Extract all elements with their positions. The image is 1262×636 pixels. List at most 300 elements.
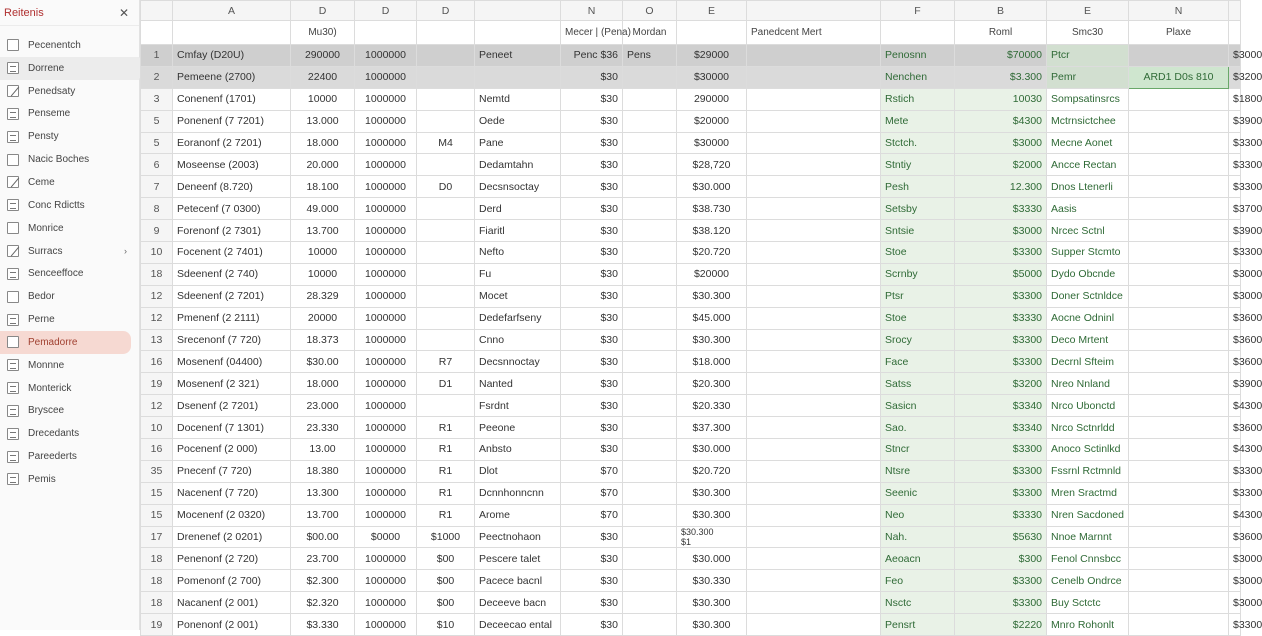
price-cell[interactable]: $30 [561, 198, 623, 220]
name-cell[interactable]: Pocenenf (2 000) [173, 439, 291, 461]
code-cell[interactable] [417, 263, 475, 285]
code-cell[interactable]: M4 [417, 132, 475, 154]
sidebar-item[interactable] [0, 194, 139, 217]
name-cell[interactable]: Pemeene (2700) [173, 66, 291, 88]
name-cell[interactable]: Petecenf (7 0300) [173, 198, 291, 220]
blank-cell[interactable] [1129, 88, 1229, 110]
description-cell[interactable]: Fu [475, 263, 561, 285]
field-header[interactable] [1229, 21, 1241, 45]
category-description-cell[interactable]: Sompsatinsrcs [1047, 88, 1129, 110]
value-cell[interactable]: 1000000 [355, 614, 417, 636]
row-number[interactable]: 17 [141, 526, 173, 548]
field-header[interactable] [417, 21, 475, 45]
amount-cell[interactable]: $3700 [1229, 198, 1241, 220]
blank-cell[interactable] [1129, 242, 1229, 264]
row-number[interactable]: 1 [141, 45, 173, 67]
row-number[interactable]: 35 [141, 460, 173, 482]
category-value-cell[interactable]: $300 [955, 548, 1047, 570]
category-description-cell[interactable]: Nrco Sctnrldd [1047, 417, 1129, 439]
code-cell[interactable] [417, 198, 475, 220]
value-cell[interactable]: 1000000 [355, 373, 417, 395]
category-description-cell[interactable]: Nreo Nnland [1047, 373, 1129, 395]
description-cell[interactable] [475, 66, 561, 88]
blank-cell[interactable] [747, 176, 881, 198]
value-cell[interactable]: 1000000 [355, 417, 417, 439]
amount-cell[interactable]: $3300 [1229, 460, 1241, 482]
blank-cell[interactable] [747, 417, 881, 439]
extra-cell[interactable] [623, 592, 677, 614]
category-description-cell[interactable]: Anoco Sctinlkd [1047, 439, 1129, 461]
category-description-cell[interactable]: Nnoe Marnnt [1047, 526, 1129, 548]
description-cell[interactable]: Decsnsoctay [475, 176, 561, 198]
blank-cell[interactable] [1129, 176, 1229, 198]
column-header[interactable]: D [291, 1, 355, 21]
column-header[interactable] [747, 1, 881, 21]
category-cell[interactable]: Stoe [881, 242, 955, 264]
code-cell[interactable] [417, 88, 475, 110]
sidebar-item[interactable] [0, 308, 139, 331]
value-cell[interactable]: 23.330 [291, 417, 355, 439]
description-cell[interactable]: Peneet [475, 45, 561, 67]
blank-cell[interactable] [747, 548, 881, 570]
value-cell[interactable]: 1000000 [355, 132, 417, 154]
value-cell[interactable]: 1000000 [355, 329, 417, 351]
value-cell[interactable]: 18.000 [291, 373, 355, 395]
category-cell[interactable]: Nenchen [881, 66, 955, 88]
field-header[interactable] [475, 21, 561, 45]
amount-cell[interactable]: $3900 [1229, 110, 1241, 132]
name-cell[interactable]: Eoranonf (2 7201) [173, 132, 291, 154]
row-number[interactable]: 15 [141, 482, 173, 504]
name-cell[interactable]: Forenonf (2 7301) [173, 220, 291, 242]
field-header[interactable] [355, 21, 417, 45]
value-cell[interactable]: 22400 [291, 66, 355, 88]
category-description-cell[interactable]: Fenol Cnnsbcc [1047, 548, 1129, 570]
blank-cell[interactable] [1129, 548, 1229, 570]
total-cell[interactable]: $28,720 [677, 154, 747, 176]
value-cell[interactable]: 1000000 [355, 66, 417, 88]
price-cell[interactable]: $30 [561, 351, 623, 373]
total-cell[interactable]: $20.720 [677, 242, 747, 264]
amount-cell[interactable]: $1800 [1229, 88, 1241, 110]
amount-cell[interactable]: $4300 [1229, 395, 1241, 417]
price-cell[interactable]: $30 [561, 526, 623, 548]
column-header[interactable] [475, 1, 561, 21]
extra-cell[interactable] [623, 66, 677, 88]
blank-cell[interactable] [747, 395, 881, 417]
close-pin-icon[interactable]: ✕ [118, 5, 129, 20]
extra-cell[interactable] [623, 373, 677, 395]
row-number[interactable]: 12 [141, 285, 173, 307]
blank-cell[interactable] [1129, 373, 1229, 395]
total-cell[interactable]: $37.300 [677, 417, 747, 439]
category-description-cell[interactable]: Supper Stcmto [1047, 242, 1129, 264]
price-cell[interactable]: $30 [561, 154, 623, 176]
value-cell[interactable]: 1000000 [355, 88, 417, 110]
category-value-cell[interactable]: $3300 [955, 285, 1047, 307]
amount-cell[interactable]: $3900 [1229, 373, 1241, 395]
value-cell[interactable]: 18.380 [291, 460, 355, 482]
sidebar-item[interactable] [0, 34, 139, 57]
name-cell[interactable]: Drenenef (2 0201) [173, 526, 291, 548]
total-cell[interactable]: $20.720 [677, 460, 747, 482]
category-cell[interactable]: Stncr [881, 439, 955, 461]
field-header[interactable] [677, 21, 747, 45]
name-cell[interactable]: Nacenenf (7 720) [173, 482, 291, 504]
value-cell[interactable]: $30.00 [291, 351, 355, 373]
blank-cell[interactable] [747, 220, 881, 242]
value-cell[interactable]: 10000 [291, 242, 355, 264]
code-cell[interactable]: $00 [417, 570, 475, 592]
blank-cell[interactable] [1129, 614, 1229, 636]
name-cell[interactable]: Pomenonf (2 700) [173, 570, 291, 592]
code-cell[interactable] [417, 285, 475, 307]
value-cell[interactable]: $2.320 [291, 592, 355, 614]
category-cell[interactable]: Aeoacn [881, 548, 955, 570]
category-cell[interactable]: Ptsr [881, 285, 955, 307]
extra-cell[interactable] [623, 88, 677, 110]
total-cell[interactable]: $30.300 [677, 285, 747, 307]
value-cell[interactable]: 13.700 [291, 220, 355, 242]
field-header[interactable]: Mordan [623, 21, 677, 45]
value-cell[interactable]: 23.000 [291, 395, 355, 417]
value-cell[interactable]: 1000000 [355, 154, 417, 176]
description-cell[interactable]: Nemtd [475, 88, 561, 110]
total-cell[interactable]: $20.300 [677, 373, 747, 395]
blank-cell[interactable] [747, 66, 881, 88]
sidebar-item[interactable] [0, 240, 139, 263]
amount-cell[interactable]: $3300 [1229, 154, 1241, 176]
blank-cell[interactable] [747, 110, 881, 132]
name-cell[interactable]: Cmfay (D20U) [173, 45, 291, 67]
category-value-cell[interactable]: $3000 [955, 220, 1047, 242]
category-cell[interactable]: Pesh [881, 176, 955, 198]
total-cell[interactable]: $30000 [677, 66, 747, 88]
row-number[interactable]: 13 [141, 329, 173, 351]
blank-cell[interactable] [747, 45, 881, 67]
description-cell[interactable]: Anbsto [475, 439, 561, 461]
category-value-cell[interactable]: $3000 [955, 132, 1047, 154]
category-description-cell[interactable]: Buy Sctctc [1047, 592, 1129, 614]
blank-cell[interactable] [747, 154, 881, 176]
category-value-cell[interactable]: $3330 [955, 504, 1047, 526]
value-cell[interactable]: 13.700 [291, 504, 355, 526]
column-header[interactable]: O [623, 1, 677, 21]
value-cell[interactable]: 1000000 [355, 176, 417, 198]
row-number[interactable]: 3 [141, 88, 173, 110]
code-cell[interactable]: D0 [417, 176, 475, 198]
field-header[interactable]: Roml [955, 21, 1047, 45]
name-cell[interactable]: Mosenenf (04400) [173, 351, 291, 373]
price-cell[interactable]: $30 [561, 66, 623, 88]
blank-cell[interactable] [747, 285, 881, 307]
sidebar-item[interactable] [0, 262, 139, 285]
code-cell[interactable]: R7 [417, 351, 475, 373]
value-cell[interactable]: 1000000 [355, 548, 417, 570]
blank-cell[interactable] [1129, 460, 1229, 482]
price-cell[interactable]: $30 [561, 220, 623, 242]
category-description-cell[interactable]: Ptcr [1047, 45, 1129, 67]
total-cell[interactable]: $30.300 [677, 504, 747, 526]
total-cell[interactable]: $29000 [677, 45, 747, 67]
value-cell[interactable]: 1000000 [355, 242, 417, 264]
blank-cell[interactable] [747, 570, 881, 592]
blank-cell[interactable] [1129, 329, 1229, 351]
category-value-cell[interactable]: $70000 [955, 45, 1047, 67]
row-number[interactable]: 12 [141, 307, 173, 329]
amount-cell[interactable]: $3300 [1229, 132, 1241, 154]
total-cell[interactable]: $30.300 [677, 329, 747, 351]
extra-cell[interactable] [623, 351, 677, 373]
code-cell[interactable] [417, 395, 475, 417]
value-cell[interactable]: 13.300 [291, 482, 355, 504]
category-cell[interactable]: Stoe [881, 307, 955, 329]
amount-cell[interactable]: $3600 [1229, 351, 1241, 373]
total-cell[interactable]: $20000 [677, 110, 747, 132]
total-cell[interactable]: $45.000 [677, 307, 747, 329]
category-description-cell[interactable]: Dnos Ltenerli [1047, 176, 1129, 198]
description-cell[interactable]: Fiaritl [475, 220, 561, 242]
sidebar-item[interactable] [0, 445, 139, 468]
amount-cell[interactable]: $3900 [1229, 220, 1241, 242]
description-cell[interactable]: Pane [475, 132, 561, 154]
category-value-cell[interactable]: $3300 [955, 460, 1047, 482]
description-cell[interactable]: Arome [475, 504, 561, 526]
category-cell[interactable]: Face [881, 351, 955, 373]
sidebar-item[interactable] [0, 377, 139, 400]
total-cell[interactable]: $30.000 [677, 176, 747, 198]
category-description-cell[interactable]: Mctrnsictchee [1047, 110, 1129, 132]
value-cell[interactable]: 18.373 [291, 329, 355, 351]
code-cell[interactable] [417, 154, 475, 176]
row-number[interactable]: 5 [141, 110, 173, 132]
total-cell[interactable]: $30.300 [677, 592, 747, 614]
total-cell[interactable]: $38.730 [677, 198, 747, 220]
category-value-cell[interactable]: $3300 [955, 439, 1047, 461]
blank-cell[interactable] [1129, 132, 1229, 154]
column-header[interactable]: E [677, 1, 747, 21]
category-cell[interactable]: Neo [881, 504, 955, 526]
value-cell[interactable]: 18.100 [291, 176, 355, 198]
name-cell[interactable]: Deneenf (8.720) [173, 176, 291, 198]
amount-cell[interactable]: $3600 [1229, 307, 1241, 329]
field-header[interactable]: Mecer | (Pena) [561, 21, 623, 45]
price-cell[interactable]: $30 [561, 307, 623, 329]
category-cell[interactable]: Nsctc [881, 592, 955, 614]
category-description-cell[interactable]: Cenelb Ondrce [1047, 570, 1129, 592]
blank-cell[interactable] [1129, 439, 1229, 461]
row-number[interactable]: 18 [141, 263, 173, 285]
extra-cell[interactable]: Pens [623, 45, 677, 67]
code-cell[interactable] [417, 242, 475, 264]
row-number[interactable]: 6 [141, 154, 173, 176]
blank-cell[interactable] [747, 198, 881, 220]
price-cell[interactable]: $70 [561, 482, 623, 504]
row-number[interactable]: 2 [141, 66, 173, 88]
amount-cell[interactable]: $4300 [1229, 439, 1241, 461]
value-cell[interactable]: 290000 [291, 45, 355, 67]
name-cell[interactable]: Sdeenenf (2 7201) [173, 285, 291, 307]
field-header[interactable] [141, 21, 173, 45]
value-cell[interactable]: 1000000 [355, 307, 417, 329]
code-cell[interactable]: D1 [417, 373, 475, 395]
category-cell[interactable]: Pensrt [881, 614, 955, 636]
column-header[interactable] [1229, 1, 1241, 21]
price-cell[interactable]: $30 [561, 110, 623, 132]
description-cell[interactable]: Dedamtahn [475, 154, 561, 176]
extra-cell[interactable] [623, 154, 677, 176]
total-cell[interactable]: $30.300 [677, 614, 747, 636]
row-number[interactable]: 16 [141, 351, 173, 373]
extra-cell[interactable] [623, 110, 677, 132]
extra-cell[interactable] [623, 307, 677, 329]
code-cell[interactable]: R1 [417, 417, 475, 439]
code-cell[interactable]: $00 [417, 548, 475, 570]
blank-cell[interactable] [1129, 198, 1229, 220]
row-number[interactable]: 18 [141, 570, 173, 592]
description-cell[interactable]: Dedefarfseny [475, 307, 561, 329]
amount-cell[interactable]: $3000 [1229, 592, 1241, 614]
total-cell[interactable]: $30.300 [677, 482, 747, 504]
column-header[interactable]: B [955, 1, 1047, 21]
blank-cell[interactable] [1129, 504, 1229, 526]
blank-cell[interactable] [1129, 417, 1229, 439]
price-cell[interactable]: $70 [561, 504, 623, 526]
category-value-cell[interactable]: $3300 [955, 482, 1047, 504]
blank-cell[interactable] [1129, 570, 1229, 592]
category-cell[interactable]: Penosnn [881, 45, 955, 67]
name-cell[interactable]: Mocenenf (2 0320) [173, 504, 291, 526]
description-cell[interactable]: Mocet [475, 285, 561, 307]
category-description-cell[interactable]: Aasis [1047, 198, 1129, 220]
row-number[interactable]: 7 [141, 176, 173, 198]
extra-cell[interactable] [623, 482, 677, 504]
description-cell[interactable]: Nanted [475, 373, 561, 395]
extra-cell[interactable] [623, 417, 677, 439]
category-value-cell[interactable]: $2220 [955, 614, 1047, 636]
code-cell[interactable]: $1000 [417, 526, 475, 548]
extra-cell[interactable] [623, 614, 677, 636]
extra-cell[interactable] [623, 548, 677, 570]
name-cell[interactable]: Moseense (2003) [173, 154, 291, 176]
category-cell[interactable]: Scrnby [881, 263, 955, 285]
extra-cell[interactable] [623, 220, 677, 242]
description-cell[interactable]: Peectnohaon [475, 526, 561, 548]
category-value-cell[interactable]: $3300 [955, 351, 1047, 373]
blank-cell[interactable] [747, 526, 881, 548]
category-value-cell[interactable]: $2000 [955, 154, 1047, 176]
price-cell[interactable]: $30 [561, 548, 623, 570]
category-description-cell[interactable]: Doner Sctnldce [1047, 285, 1129, 307]
row-number[interactable]: 8 [141, 198, 173, 220]
blank-cell[interactable] [747, 592, 881, 614]
blank-cell[interactable] [747, 373, 881, 395]
amount-cell[interactable]: $3600 [1229, 329, 1241, 351]
description-cell[interactable]: Fsrdnt [475, 395, 561, 417]
extra-cell[interactable] [623, 460, 677, 482]
value-cell[interactable]: 49.000 [291, 198, 355, 220]
price-cell[interactable]: $30 [561, 242, 623, 264]
category-cell[interactable]: Stctch. [881, 132, 955, 154]
category-cell[interactable]: Sasicn [881, 395, 955, 417]
total-cell[interactable]: $38.120 [677, 220, 747, 242]
code-cell[interactable] [417, 66, 475, 88]
row-number[interactable]: 12 [141, 395, 173, 417]
column-header[interactable]: N [561, 1, 623, 21]
blank-cell[interactable] [1129, 110, 1229, 132]
name-cell[interactable]: Dsenenf (2 7201) [173, 395, 291, 417]
category-value-cell[interactable]: $3340 [955, 395, 1047, 417]
value-cell[interactable]: 20000 [291, 307, 355, 329]
category-description-cell[interactable]: Dydo Obcnde [1047, 263, 1129, 285]
value-cell[interactable]: 1000000 [355, 570, 417, 592]
sidebar-item[interactable] [0, 80, 139, 103]
value-cell[interactable]: 1000000 [355, 285, 417, 307]
category-cell[interactable]: Srocy [881, 329, 955, 351]
blank-cell[interactable] [747, 263, 881, 285]
code-cell[interactable] [417, 45, 475, 67]
code-cell[interactable]: R1 [417, 504, 475, 526]
category-description-cell[interactable]: Pemr [1047, 66, 1129, 88]
amount-cell[interactable]: $3000 [1229, 548, 1241, 570]
extra-cell[interactable] [623, 439, 677, 461]
amount-cell[interactable]: $3000 [1229, 263, 1241, 285]
category-cell[interactable]: Rstich [881, 88, 955, 110]
value-cell[interactable]: $0000 [355, 526, 417, 548]
category-value-cell[interactable]: $3300 [955, 242, 1047, 264]
blank-cell[interactable] [747, 351, 881, 373]
blank-cell[interactable] [747, 307, 881, 329]
extra-cell[interactable] [623, 132, 677, 154]
value-cell[interactable]: 28.329 [291, 285, 355, 307]
amount-cell[interactable]: $3600 [1229, 417, 1241, 439]
value-cell[interactable]: 1000000 [355, 592, 417, 614]
category-cell[interactable]: Feo [881, 570, 955, 592]
sidebar-item[interactable] [0, 422, 139, 445]
name-cell[interactable]: Sdeenenf (2 740) [173, 263, 291, 285]
category-cell[interactable]: Sao. [881, 417, 955, 439]
category-value-cell[interactable]: $3300 [955, 329, 1047, 351]
row-number[interactable]: 15 [141, 504, 173, 526]
column-header[interactable]: N [1129, 1, 1229, 21]
blank-cell[interactable] [747, 614, 881, 636]
name-cell[interactable]: Pnecenf (7 720) [173, 460, 291, 482]
code-cell[interactable] [417, 307, 475, 329]
field-header[interactable]: Smc30 [1047, 21, 1129, 45]
price-cell[interactable]: Penc $36 [561, 45, 623, 67]
field-header[interactable]: Mu30) [291, 21, 355, 45]
blank-cell[interactable] [747, 242, 881, 264]
field-header[interactable] [881, 21, 955, 45]
price-cell[interactable]: $30 [561, 373, 623, 395]
value-cell[interactable]: 20.000 [291, 154, 355, 176]
row-number[interactable]: 19 [141, 614, 173, 636]
extra-cell[interactable] [623, 526, 677, 548]
extra-cell[interactable] [623, 329, 677, 351]
category-cell[interactable]: Mete [881, 110, 955, 132]
amount-cell[interactable]: $3300 [1229, 482, 1241, 504]
description-cell[interactable]: Oede [475, 110, 561, 132]
name-cell[interactable]: Pmenenf (2 2111) [173, 307, 291, 329]
value-cell[interactable]: $3.330 [291, 614, 355, 636]
sidebar-item[interactable] [0, 217, 139, 240]
row-number[interactable]: 18 [141, 592, 173, 614]
name-cell[interactable]: Srecenonf (7 720) [173, 329, 291, 351]
blank-cell[interactable] [1129, 220, 1229, 242]
blank-cell[interactable] [747, 132, 881, 154]
category-value-cell[interactable]: $3300 [955, 592, 1047, 614]
total-cell[interactable]: $30.300 $1 [677, 526, 747, 548]
